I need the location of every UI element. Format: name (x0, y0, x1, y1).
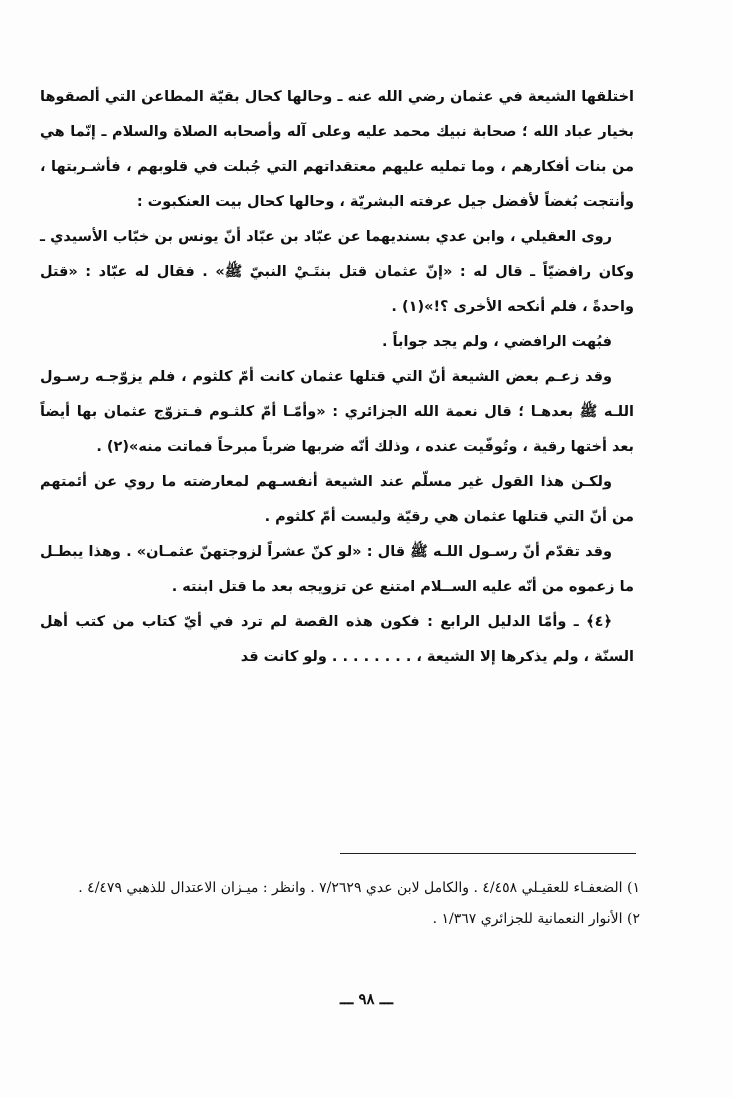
paragraph: ﴿٤﴾ ـ وأمّا الدليل الرابع : فكون هذه القصة لم ترد في أيّ كتاب من كتب أهل السنّة ، ولم يذكرها إلا الشيعة ، . . . . . . . . ولو كانت قد (40, 614, 634, 665)
paragraph: فبُهت الرافضي ، ولم يجد جواباً . (382, 334, 612, 350)
paragraph: اختلقها الشيعة في عثمان رضي الله عنه ـ وحالها كحال بقيّة المطاعن التي ألصقوها بخيار عباد الله ؛ صحابة نبيك محمد عليه وعلى آله وأصحابه الصلاة والسلام ـ إنّما هي من بنات أفكارهم ، وما تمليه عليهم معتقداتهم التي جُبلت في قلوبهم ، فأشـربتها ، وأنتجت بُغضاً لأفضل جيل عرفته البشريّة ، وحالها كحال بيت العنكبوت : (40, 89, 634, 210)
paragraph: ولكـن هذا القول غير مسلّم عند الشيعة أنفسـهم لمعارضته ما روي عن أئمتهم من أنّ التي قتلها عثمان هي رقيّة وليست أمّ كلثوم . (40, 474, 634, 525)
footnotes (40, 873, 640, 935)
footnote-divider (340, 853, 636, 854)
page-number: ـــ ٩٨ ـــ (340, 990, 393, 1008)
paragraph: وقد زعـم بعض الشيعة أنّ التي قتلها عثمان كانت أمّ كلثوم ، فلم يزوّجـه رسـول اللـه ﷺ بعدهـا ؛ قال نعمة الله الجزائري : «وأمّـا أمّ كلثـوم فـتزوّج عثمان بها أيضاً بعد أختها رقية ، وتُوفّيت عنده ، وذلك أنّه ضربها ضرباً مبرحاً فماتت منه»(٢) . (40, 369, 634, 455)
footnote-2: ٢) الأنوار النعمانية للجزائري ١/٣٦٧ . (432, 911, 640, 927)
paragraph: وقد تقدّم أنّ رسـول اللـه ﷺ قال : «لو كنّ عشراً لزوجتهنّ عثمـان» . وهذا يبطـل ما زعموه من أنّه عليه الســلام امتنع عن تزويجه بعد ما قتل ابنته . (40, 544, 634, 595)
main-text (40, 80, 634, 675)
footnote-1: ١) الضعفـاء للعقيـلي ٤/٤٥٨ . والكامل لابن عدي ٧/٢٦٢٩ . وانظر : ميـزان الاعتدال للذهبي ٤/٤٧٩ . (78, 880, 640, 896)
paragraph: روى العقيلي ، وابن عدي بسنديهما عن عبّاد بن عبّاد أنّ يونس بن خبّاب الأسيدي ـ وكان رافضيّاً ـ قال له : «إنّ عثمان قتل بنتَـيْ النبيّ ﷺ» . فقال له عبّاد : «قتل واحدةً ، فلم أنكحه الأخرى ؟!»(١) . (40, 229, 634, 315)
